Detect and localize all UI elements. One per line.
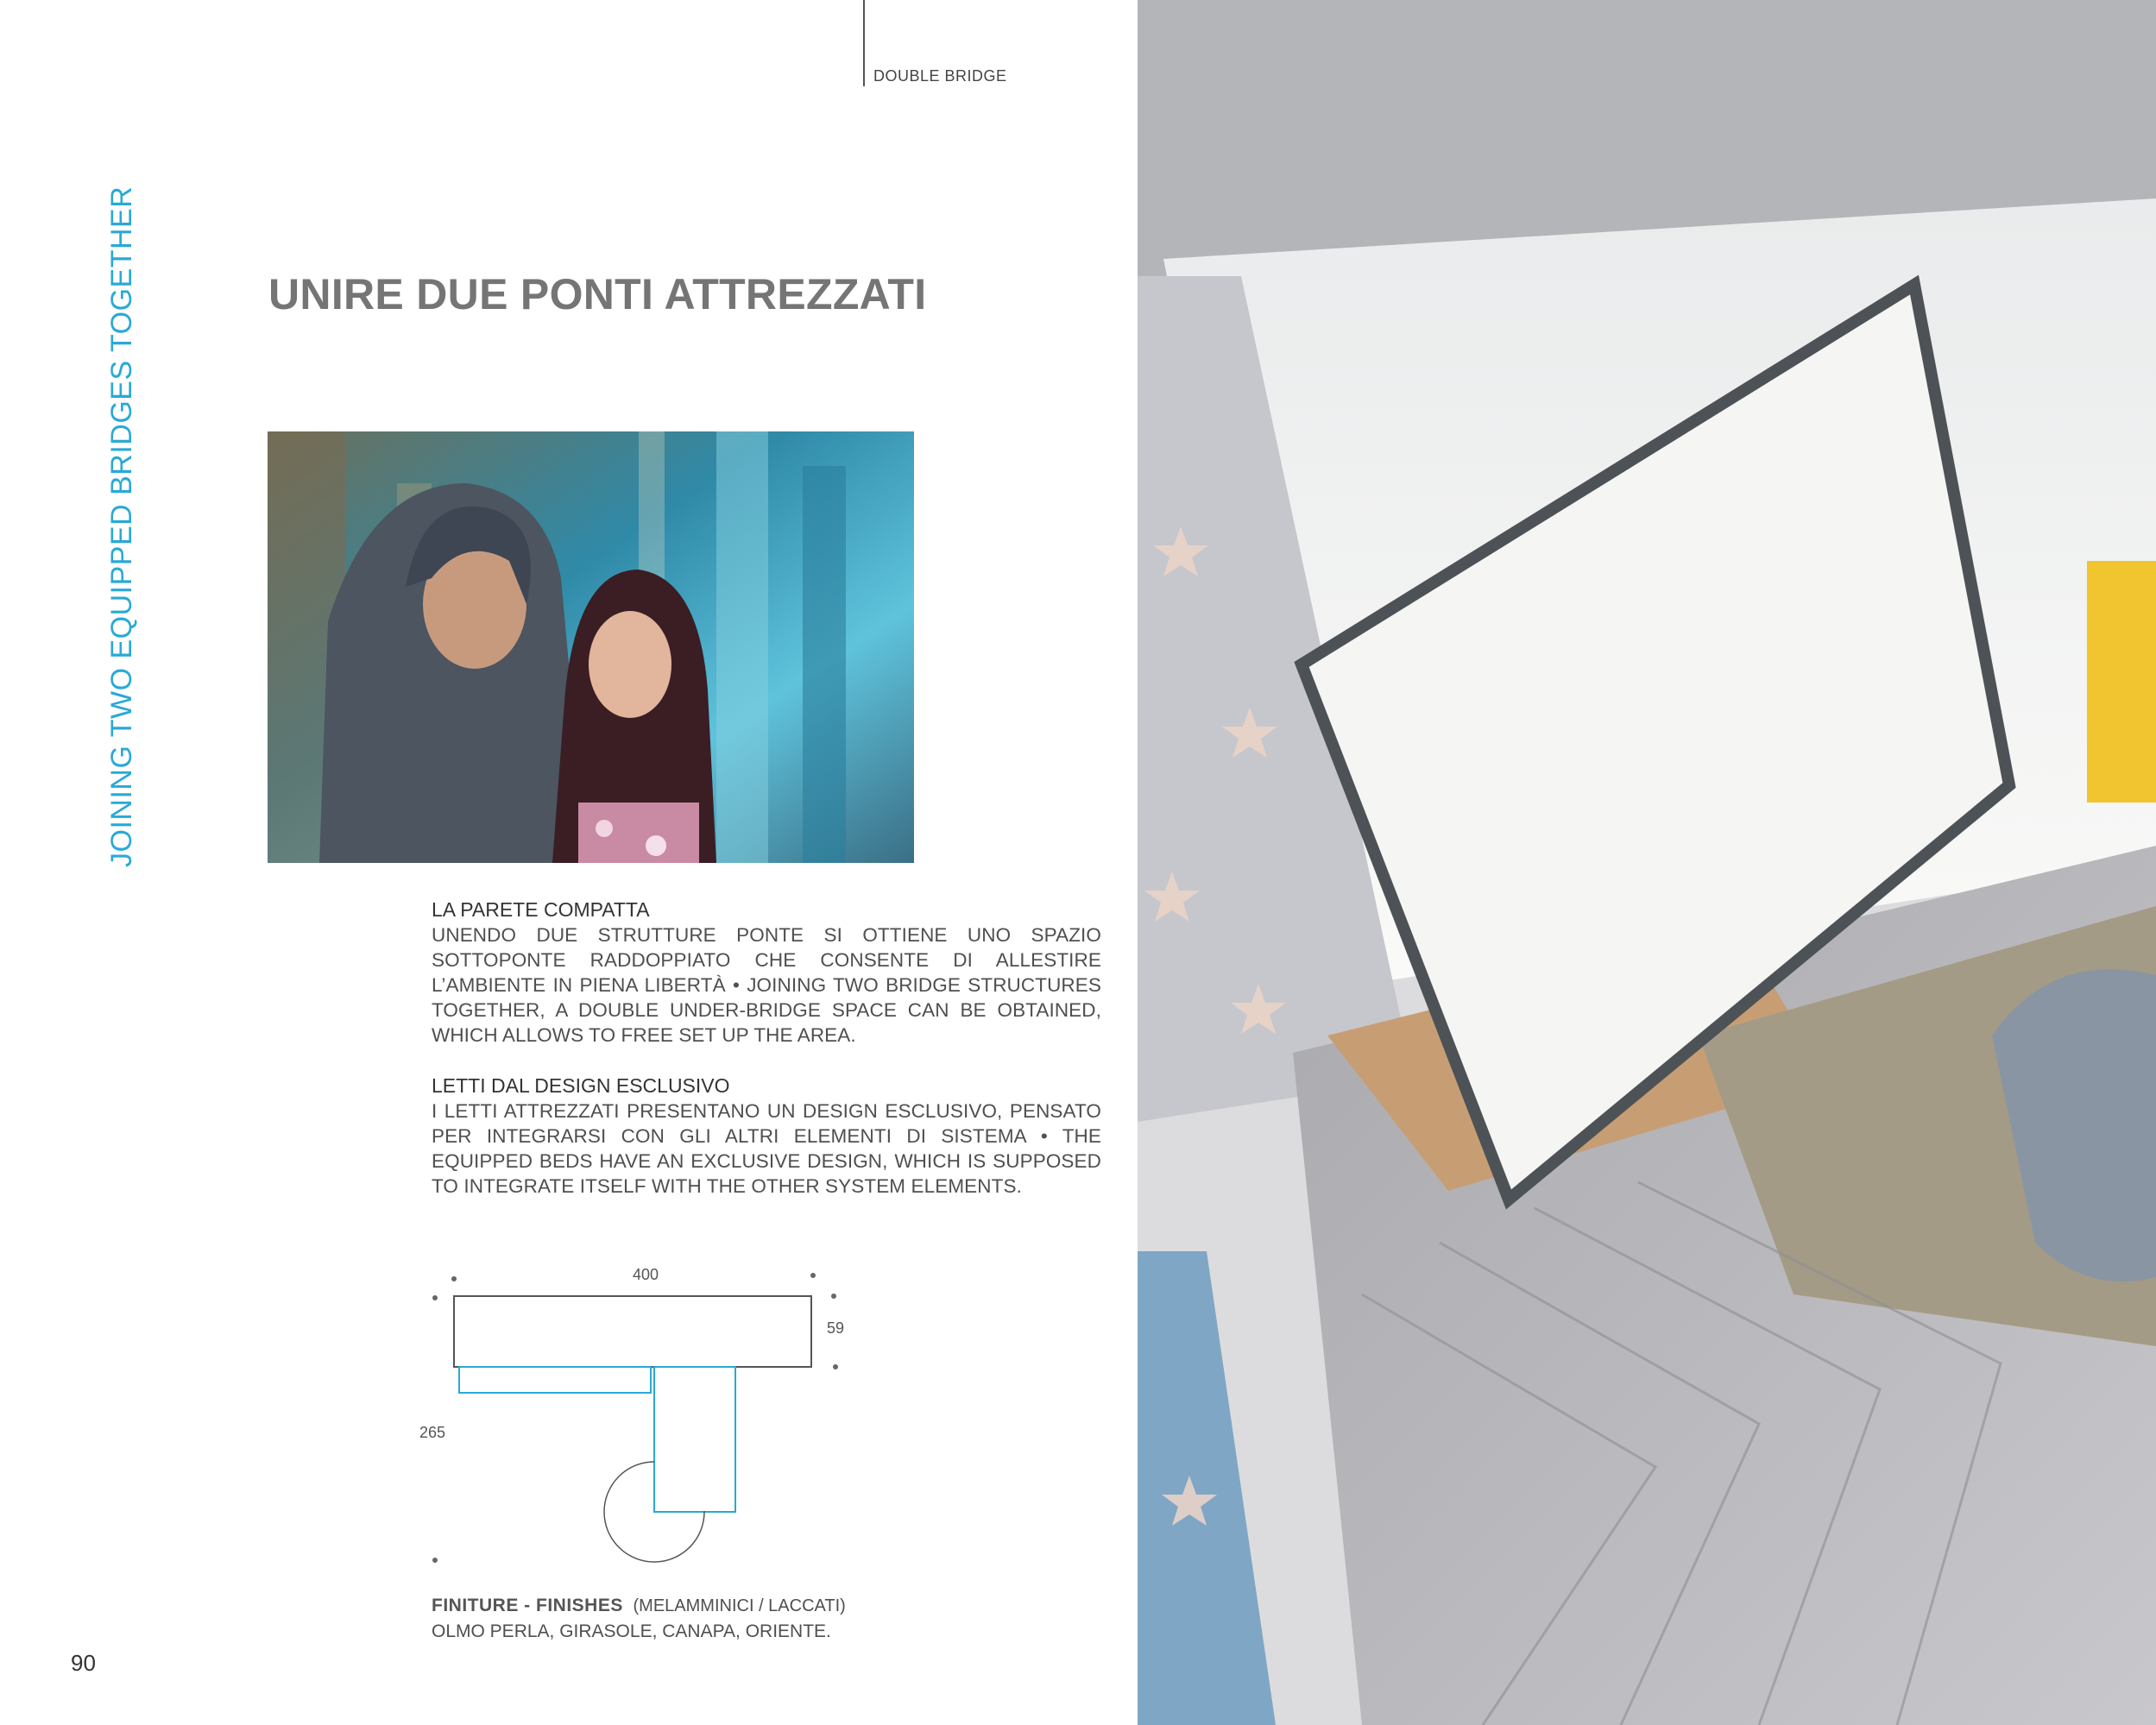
- page-title: UNIRE DUE PONTI ATTREZZATI: [268, 270, 927, 318]
- couple-photo: [268, 431, 914, 863]
- finishes-info: [432, 1593, 846, 1645]
- finishes-title: FINITURE - FINISHES: [432, 1596, 623, 1615]
- length-dimension: 265: [419, 1424, 446, 1441]
- width-dimension: 400: [632, 1266, 659, 1283]
- section-heading: LETTI DAL DESIGN ESCLUSIVO: [432, 1074, 730, 1097]
- section-body: I LETTI ATTREZZATI PRESENTANO UN DESIGN ESCLUSIVO, PENSATO PER INTEGRARSI CON GLI ALTRI ELEMENTI DI SISTEMA • THE EQUIPPED BEDS HAVE AN EXCLUSIVE DESIGN, WHICH IS SUPPOSED TO INTEGRATE ITSELF WITH THE OTHER SYSTEM ELEMENTS.: [432, 1100, 1101, 1197]
- side-title: JOINING TWO EQUIPPED BRIDGES TOGETHER: [105, 186, 138, 867]
- header-english: DOUBLE BRIDGE: [873, 67, 1007, 85]
- header-divider: [863, 0, 865, 86]
- finishes-subtitle: (MELAMMINICI / LACCATI): [633, 1596, 846, 1615]
- section-heading: LA PARETE COMPATTA: [432, 898, 650, 921]
- bedroom-photo: [1138, 0, 2156, 1725]
- section-body: UNENDO DUE STRUTTURE PONTE SI OTTIENE UNO SPAZIO SOTTOPONTE RADDOPPIATO CHE CONSENTE DI ALLESTIRE L’AMBIENTE IN PIENA LIBERTÀ • JOINING TWO BRIDGE STRUCTURES TOGETHER, A DOUBLE UNDER-BRIDGE SPACE CAN BE OBTAINED, WHICH ALLOWS TO FREE SET UP THE AREA.: [432, 924, 1101, 1046]
- finishes-list: OLMO PERLA, GIRASOLE, CANAPA, ORIENTE.: [432, 1621, 831, 1641]
- page-number: 90: [71, 1650, 96, 1676]
- section-exclusive-beds: [432, 1073, 1101, 1199]
- section-compact-wall: [432, 897, 1101, 1048]
- depth-dimension: 59: [827, 1319, 845, 1337]
- floor-plan-diagram: [406, 1251, 854, 1579]
